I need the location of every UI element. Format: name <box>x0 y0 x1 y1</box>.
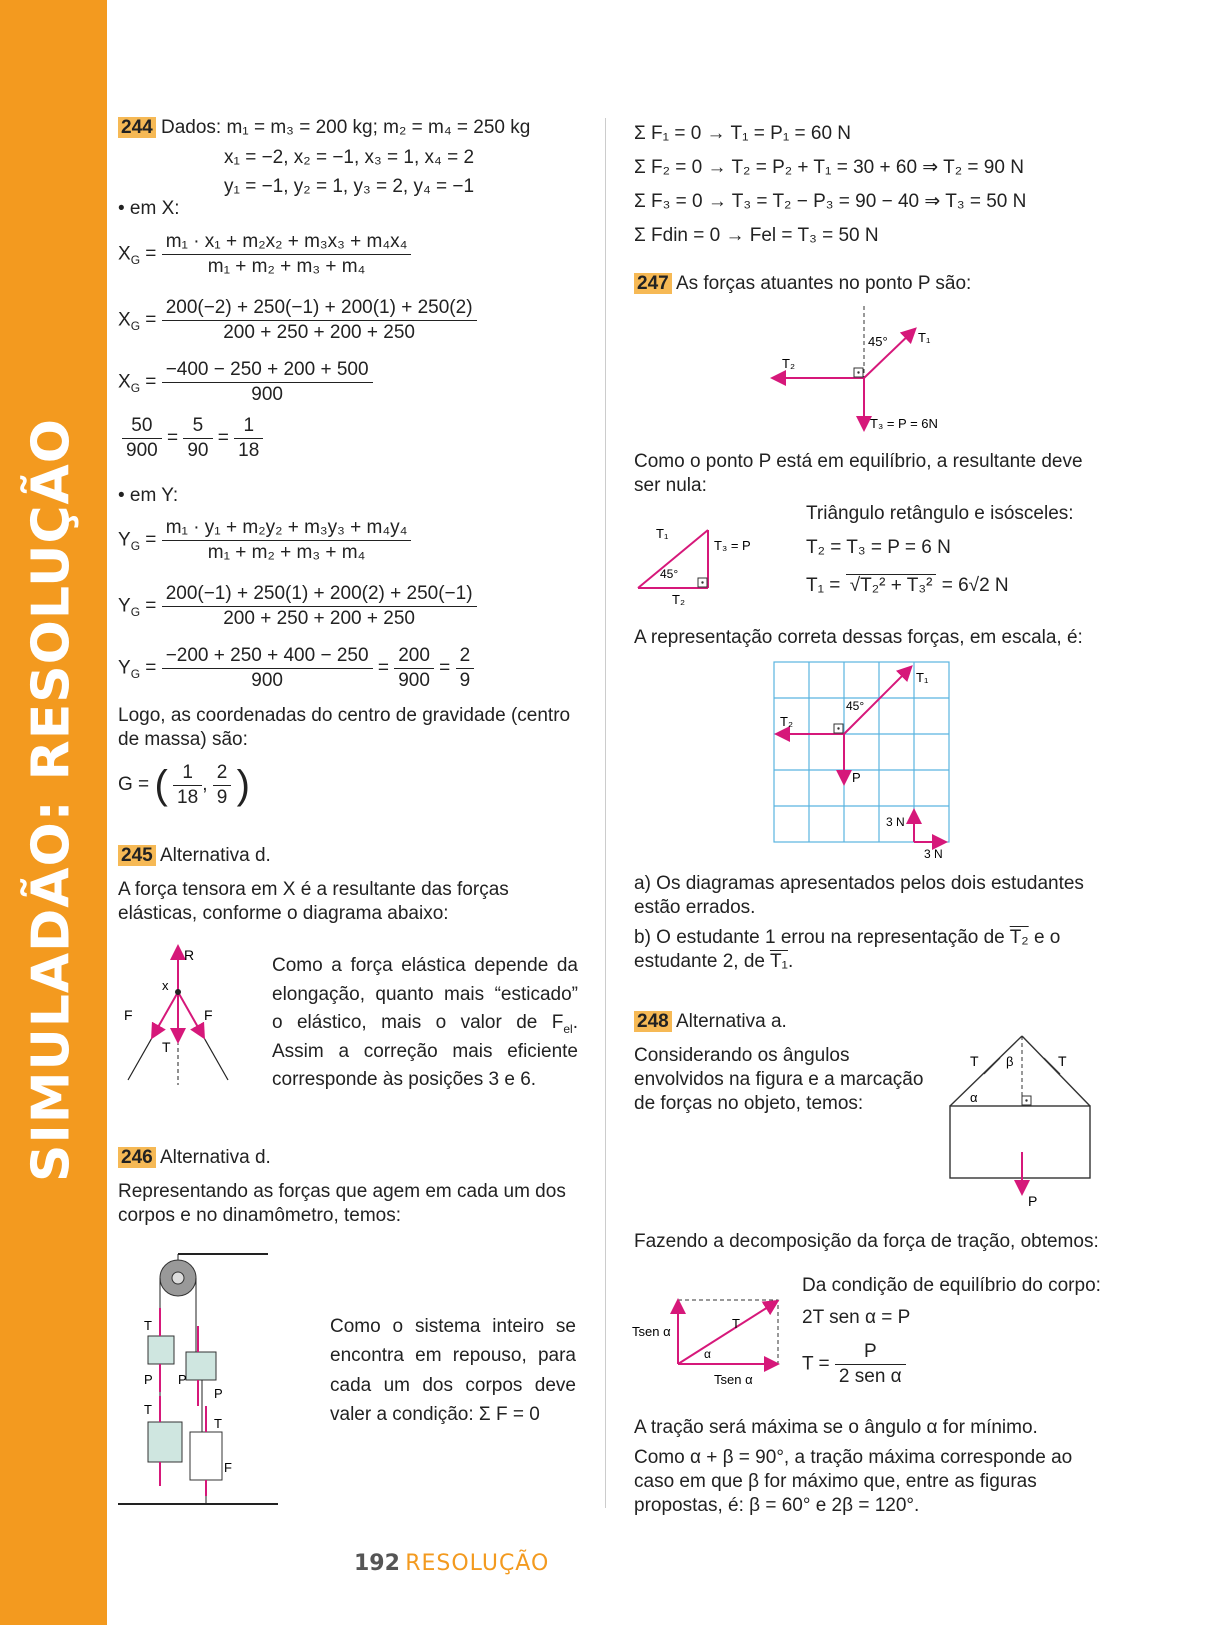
q248-condition: Da condição de equilíbrio do corpo: <box>802 1275 1101 1296</box>
q247-representation: A representação correta dessas forças, em escala, é: <box>634 627 1083 648</box>
fraction-numerator: 5 <box>183 414 212 439</box>
alpha-label: α <box>704 1347 711 1361</box>
t1-equals: T₁ = <box>806 575 841 596</box>
footer <box>354 1550 549 1578</box>
fraction-denominator: 9 <box>216 786 228 808</box>
fraction-numerator: 2 <box>456 644 475 669</box>
tsen-left-label: Tsen α <box>632 1324 671 1339</box>
t-left-label: T <box>970 1053 979 1069</box>
triangle-eq1: T₂ = T₃ = P = 6 N <box>806 537 951 558</box>
fraction-denominator: 900 <box>251 669 283 691</box>
fel1-label: F <box>124 1007 133 1023</box>
triangle-eq2: T₁ = √T₂² + T₃² = 6√2 N <box>806 575 1009 596</box>
question-number: 248 <box>634 1011 672 1032</box>
scale-vertical-label: 3 N <box>886 815 905 829</box>
t3-label: T <box>214 1416 222 1431</box>
question-number: 247 <box>634 273 672 294</box>
angle-label: 45° <box>660 567 679 581</box>
q245-side-text-2: . Assim a correção mais eficiente corresponde às posições 3 e 6. <box>272 1012 578 1091</box>
q245-side-text-1: Como a força elástica depende da elongação, quanto mais “esticado” o elástico, mais o valor de <box>272 955 578 1033</box>
fraction-denominator: 9 <box>459 669 471 691</box>
eq-f3: Σ F₃ = 0 → T₃ = T₂ − P₃ = 90 − 40 ⇒ T₃ = 50 N <box>634 191 1027 212</box>
t3-label: T₃ = P <box>714 538 751 553</box>
angle-label: 45° <box>846 699 865 713</box>
question-number: 244 <box>118 117 156 138</box>
force-triangle <box>632 526 772 616</box>
eq-fdin: Σ Fdin = 0 → Fel = T₃ = 50 N <box>634 225 879 246</box>
p3-label: P <box>214 1386 223 1401</box>
q247-text: As forças atuantes no ponto P são: <box>675 273 972 294</box>
t1-vector: T₁ <box>769 950 788 972</box>
q248-header <box>634 1010 787 1034</box>
t2-label: T₂ <box>782 356 795 371</box>
q244-x-values: x₁ = −2, x₂ = −1, x₃ = 1, x₄ = 2 <box>224 147 475 168</box>
fraction-numerator: 200(−2) + 250(−1) + 200(1) + 250(2) <box>162 296 477 321</box>
pulley-diagram <box>118 1246 288 1516</box>
q248-final: Como α + β = 90°, a tração máxima corresponde ao caso em que β for máximo que, entre as figuras propostas, é: β = 60° e 2β = 120°. <box>634 1447 1073 1516</box>
t2-label: T₂ <box>672 592 685 607</box>
fraction-denominator: 18 <box>238 439 260 461</box>
q244-y-values: y₁ = −1, y₂ = 1, y₃ = 2, y₄ = −1 <box>224 176 475 197</box>
fel2-label: F <box>204 1007 213 1023</box>
yg-formula: $Y_G$ = $\frac{\text{m₁ · y₁ + m₂y₂ + m₃y₃ + m₄y₄}}{\text{m₁ + m₂ + m₃ + m₄}}$ <box>118 516 411 565</box>
tsen-bottom-label: Tsen α <box>714 1372 753 1387</box>
q246-alternative: Alternativa d. <box>159 1147 271 1168</box>
sqrt-argument: T₂² + T₃² <box>860 575 933 596</box>
fdin-label: F <box>224 1460 232 1475</box>
eq-f1: Σ F₁ = 0 → T₁ = P₁ = 60 N <box>634 123 852 144</box>
q248-alternative: Alternativa a. <box>675 1011 787 1032</box>
q245-alternative: Alternativa d. <box>159 845 271 866</box>
scale-grid-diagram <box>770 660 960 860</box>
t1-label: T₁ <box>916 670 929 685</box>
hanging-object-diagram <box>940 1026 1100 1226</box>
fraction-denominator: 900 <box>126 439 158 461</box>
answer-b-text-2: e o <box>1033 927 1061 948</box>
fraction-numerator: m₁ · y₁ + m₂y₂ + m₃y₃ + m₄y₄ <box>162 516 412 541</box>
q248-max: A tração será máxima se o ângulo α for mínimo. <box>634 1417 1038 1438</box>
alpha-label: α <box>970 1090 978 1105</box>
q244-dados: Dados: m₁ = m₃ = 200 kg; m₂ = m₄ = 250 kg <box>160 117 531 138</box>
answer-b-text-3: estudante 2, de <box>634 950 765 972</box>
xg-formula: $X_G$ = $\frac{\text{m₁ · x₁ + m₂x₂ + m₃x₃ + m₄x₄}}{\text{m₁ + m₂ + m₃ + m₄}}$ <box>118 230 411 279</box>
p1-label: P <box>178 1372 187 1387</box>
q247-equilibrium: Como o ponto P está em equilíbrio, a resultante deve ser nula: <box>634 451 1083 496</box>
question-number: 246 <box>118 1147 156 1168</box>
q248-decomposition: Fazendo a decomposição da força de tração, obtemos: <box>634 1231 1099 1252</box>
xg-substitution: $X_G$ = $\frac{200(-2) + 250(-1) + 200(1) + 250(2)}{200 + 250 + 200 + 250}$ <box>118 296 477 345</box>
yg-symbol: Y <box>118 529 131 551</box>
fraction-denominator: 200 + 250 + 200 + 250 <box>223 321 415 343</box>
angle-label: 45° <box>868 334 888 349</box>
q244-header <box>118 116 530 140</box>
fraction-numerator: 1 <box>234 414 263 439</box>
point-p-forces-diagram <box>770 304 970 438</box>
t-label: T <box>162 1039 171 1055</box>
t2-label: T₂ <box>780 714 793 729</box>
q248-eq1: 2T sen α = P <box>802 1307 911 1328</box>
footer-section: RESOLUÇÃO <box>405 1551 550 1576</box>
xg-symbol: X <box>118 243 131 265</box>
question-number: 245 <box>118 845 156 866</box>
q246-side-text: Como o sistema inteiro se encontra em repouso, para cada um dos corpos deve valer a condição: Σ F = 0 <box>330 1316 576 1426</box>
fraction-numerator: 50 <box>122 414 162 439</box>
elastic-force-diagram <box>118 940 268 1090</box>
sidebar-title: SIMULADÃO: RESOLUÇÃO <box>21 418 82 1182</box>
t-equals: T = <box>802 1353 830 1375</box>
column-divider <box>605 118 606 1508</box>
answer-b-period: . <box>787 950 794 972</box>
fraction-denominator: 900 <box>251 383 283 405</box>
page-number: 192 <box>354 1551 400 1576</box>
q248-eq2 <box>802 1340 906 1389</box>
fraction-denominator: 18 <box>177 786 199 808</box>
fraction-numerator: −200 + 250 + 400 − 250 <box>162 644 373 669</box>
t1-label: T₁ <box>918 330 931 345</box>
fraction-denominator: m₁ + m₂ + m₃ + m₄ <box>207 541 366 563</box>
t3-label: T₃ = P = 6N <box>870 416 938 431</box>
p-label: P <box>1028 1193 1038 1209</box>
q244-em-x: • em X: <box>118 198 180 219</box>
q248-text: Considerando os ângulos envolvidos na figura e a marcação de forças no objeto, temos: <box>634 1045 924 1114</box>
t1-label: T <box>144 1402 152 1417</box>
g-symbol: G = <box>118 774 150 796</box>
fel-symbol: F <box>551 1012 564 1033</box>
t2-label: T <box>144 1318 152 1333</box>
p-label: P <box>852 770 861 785</box>
q247-answer-a: a) Os diagramas apresentados pelos dois estudantes estão errados. <box>634 873 1084 918</box>
rx-label: R <box>184 947 195 963</box>
p2-label: P <box>144 1372 153 1387</box>
decomposition-diagram <box>632 1290 792 1400</box>
fraction-denominator: 2 sen α <box>838 1365 902 1387</box>
q246-header <box>118 1146 271 1170</box>
fraction-numerator: 1 <box>173 761 202 786</box>
fraction-numerator: −400 − 250 + 200 + 500 <box>162 358 373 383</box>
q245-side-text: Como a força elástica depende da elongação, quanto mais “esticado” o elástico, mais o valor de $F_{el}$. Assim a correção mais eficiente corresponde às posições 3 e 6. <box>272 955 578 1091</box>
fraction-numerator: 2 <box>213 761 232 786</box>
fraction-denominator: 900 <box>398 669 430 691</box>
q244-em-y: • em Y: <box>118 485 179 506</box>
g-result: G = ( $\frac{1}{18}$ , $\frac{2}{9}$ ) <box>118 761 250 808</box>
x-label: x <box>162 978 169 993</box>
yg-substitution: $Y_G$ = $\frac{200(-1) + 250(1) + 200(2) + 250(-1)}{200 + 250 + 200 + 250}$ <box>118 582 477 631</box>
fraction-denominator: m₁ + m₂ + m₃ + m₄ <box>207 255 366 277</box>
q245-header <box>118 844 271 868</box>
fraction-numerator: 200(−1) + 250(1) + 200(2) + 250(−1) <box>162 582 477 607</box>
q245-text: A força tensora em X é a resultante das forças elásticas, conforme o diagrama abaixo: <box>118 879 509 924</box>
fraction-numerator: 200 <box>394 644 434 669</box>
t-label: T <box>732 1316 740 1331</box>
fraction-denominator: 200 + 250 + 200 + 250 <box>223 607 415 629</box>
answer-b-text-1: b) O estudante 1 errou na representação de <box>634 927 1005 948</box>
q247-header <box>634 272 971 296</box>
beta-label: β <box>1006 1054 1014 1069</box>
fraction-numerator: P <box>835 1340 906 1365</box>
triangle-title: Triângulo retângulo e isósceles: <box>806 503 1074 524</box>
eq-f2: Σ F₂ = 0 → T₂ = P₂ + T₁ = 30 + 60 ⇒ T₂ = 90 N <box>634 157 1024 178</box>
xg-simplify: $\frac{50}{900}$ = $\frac{5}{90}$ = $\frac{1}{18}$ <box>122 414 263 463</box>
xg-sum: $X_G$ = $\frac{-400 - 250 + 200 + 500}{900}$ <box>118 358 373 407</box>
t2-vector: T₂ <box>1009 927 1029 948</box>
q247-answer-b <box>634 926 1094 974</box>
scale-horizontal-label: 3 N <box>924 847 943 860</box>
fraction-denominator: 90 <box>187 439 209 461</box>
t1-label: T₁ <box>656 526 669 541</box>
q246-text: Representando as forças que agem em cada um dos corpos e no dinamômetro, temos: <box>118 1181 566 1226</box>
q244-conclusion: Logo, as coordenadas do centro de gravidade (centro de massa) são: <box>118 705 571 750</box>
t-right-label: T <box>1058 1053 1067 1069</box>
fraction-numerator: m₁ · x₁ + m₂x₂ + m₃x₃ + m₄x₄ <box>162 230 412 255</box>
yg-sum: $Y_G$ = $\frac{-200 + 250 + 400 - 250}{900}$ = $\frac{200}{900}$ = $\frac{2}{9}$ <box>118 644 474 693</box>
t1-result: = 6√2 N <box>941 575 1009 596</box>
